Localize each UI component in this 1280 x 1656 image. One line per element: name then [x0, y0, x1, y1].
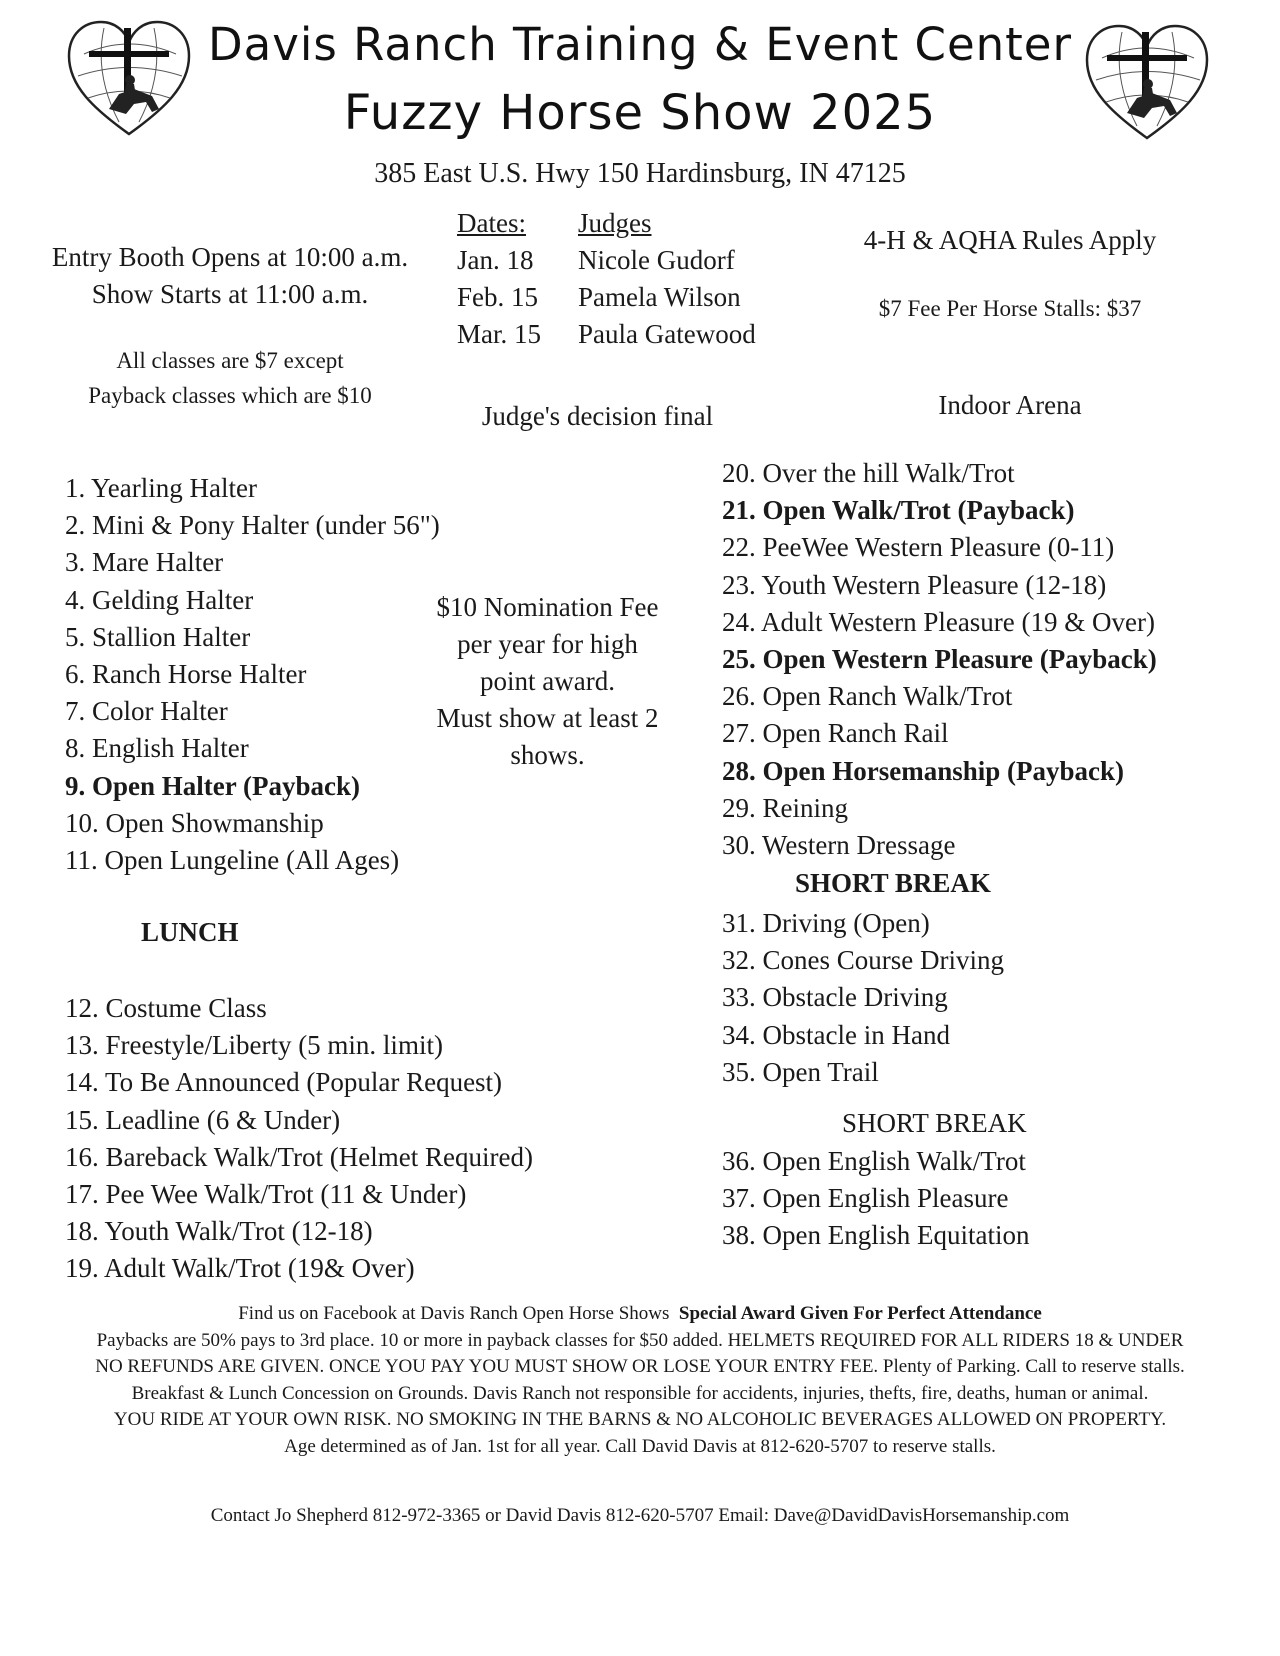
event-title: Davis Ranch Training & Event Center	[208, 18, 1072, 71]
show-start-time: Show Starts at 11:00 a.m.	[91, 279, 369, 309]
class-item: 20. Over the hill Walk/Trot	[722, 458, 1015, 488]
rules-apply: 4-H & AQHA Rules Apply	[863, 225, 1157, 255]
class-item: 16. Bareback Walk/Trot (Helmet Required)	[65, 1141, 533, 1172]
class-list-afternoon	[65, 990, 533, 1288]
class-item: 5. Stallion Halter	[65, 621, 251, 652]
nomination-line-5: shows.	[510, 740, 585, 770]
short-break-2: SHORT BREAK	[842, 1108, 1027, 1138]
show-title: Fuzzy Horse Show 2025	[343, 85, 937, 141]
class-list-english	[722, 1143, 1029, 1255]
date-2: Feb. 15	[457, 282, 538, 312]
class-item: 2. Mini & Pony Halter (under 56")	[65, 510, 440, 541]
class-item: 23. Youth Western Pleasure (12-18)	[722, 569, 1107, 600]
class-item: 14. To Be Announced (Popular Request)	[65, 1067, 503, 1098]
facebook-note: Find us on Facebook at Davis Ranch Open Horse Shows	[238, 1303, 670, 1324]
class-item: 9. Open Halter (Payback)	[65, 770, 360, 801]
class-item: 3. Mare Halter	[65, 547, 224, 578]
class-item: 31. Driving (Open)	[722, 908, 930, 938]
judge-decision: Judge's decision final	[481, 401, 714, 431]
class-item: 33. Obstacle Driving	[722, 982, 948, 1013]
lunch-break: LUNCH	[141, 917, 239, 947]
footer-line-1: Paybacks are 50% pays to 3rd place. 10 or more in payback classes for $50 added. HELMETS REQUIRED FOR ALL RIDERS 18 & UNDER	[96, 1329, 1184, 1351]
class-item: 4. Gelding Halter	[65, 584, 254, 615]
class-item: 37. Open English Pleasure	[722, 1183, 1009, 1214]
class-item: 13. Freestyle/Liberty (5 min. limit)	[65, 1030, 443, 1061]
class-item: 22. PeeWee Western Pleasure (0-11)	[722, 532, 1115, 563]
class-item: 32. Cones Course Driving	[722, 945, 1004, 976]
class-item: 19. Adult Walk/Trot (19& Over)	[65, 1253, 415, 1284]
class-item: 30. Western Dressage	[722, 830, 956, 861]
class-item: 10. Open Showmanship	[65, 807, 324, 838]
class-item: 6. Ranch Horse Halter	[65, 659, 307, 690]
footer-line-0	[0, 1301, 1280, 1328]
class-item: 38. Open English Equitation	[722, 1220, 1030, 1251]
class-item: 35. Open Trail	[722, 1056, 879, 1087]
judge-1: Nicole Gudorf	[578, 245, 735, 275]
class-item: 17. Pee Wee Walk/Trot (11 & Under)	[65, 1179, 467, 1210]
class-item: 15. Leadline (6 & Under)	[65, 1104, 341, 1135]
footer-line-2: NO REFUNDS ARE GIVEN. ONCE YOU PAY YOU MUST SHOW OR LOSE YOUR ENTRY FEE. Plenty of Parking. Call to reserve stalls.	[95, 1356, 1185, 1378]
class-item: 27. Open Ranch Rail	[722, 718, 949, 749]
short-break-1: SHORT BREAK	[795, 868, 991, 898]
class-item: 11. Open Lungeline (All Ages)	[65, 845, 400, 876]
class-item: 24. Adult Western Pleasure (19 & Over)	[722, 606, 1155, 637]
class-item: 25. Open Western Pleasure (Payback)	[722, 644, 1157, 675]
nomination-line-3: point award.	[480, 666, 615, 696]
footer-line-4: YOU RIDE AT YOUR OWN RISK. NO SMOKING IN THE BARNS & NO ALCOHOLIC BEVERAGES ALLOWED ON PROPERTY.	[113, 1409, 1167, 1431]
contact-info: Contact Jo Shepherd 812-972-3365 or David Davis 812-620-5707 Email: Dave@DavidDavisHorsemanship.com	[210, 1505, 1070, 1526]
class-item: 26. Open Ranch Walk/Trot	[722, 681, 1013, 712]
class-item: 7. Color Halter	[65, 696, 228, 727]
judge-3: Paula Gatewood	[578, 319, 756, 349]
class-fees-note	[20, 343, 440, 413]
nomination-line-1: $10 Nomination Fee	[436, 592, 659, 622]
fees-line-1: All classes are $7 except	[116, 348, 344, 373]
class-item: 36. Open English Walk/Trot	[722, 1146, 1026, 1176]
class-item: 18. Youth Walk/Trot (12-18)	[65, 1216, 373, 1247]
footer-line-5: Age determined as of Jan. 1st for all year. Call David Davis at 812-620-5707 to reserve stalls.	[284, 1435, 996, 1457]
class-list-halter	[65, 470, 440, 879]
times-block	[20, 239, 440, 313]
class-item: 29. Reining	[722, 792, 848, 823]
judge-2: Pamela Wilson	[578, 282, 741, 312]
judges-column	[578, 205, 808, 353]
special-award: Special Award Given For Perfect Attendance	[678, 1303, 1042, 1324]
class-item: 8. English Halter	[65, 733, 249, 764]
class-item: 34. Obstacle in Hand	[722, 1019, 950, 1050]
class-item: 12. Costume Class	[65, 993, 267, 1023]
class-list-western	[722, 455, 1157, 864]
judges-header: Judges	[578, 208, 652, 238]
class-item: 21. Open Walk/Trot (Payback)	[722, 495, 1075, 526]
date-3: Mar. 15	[457, 319, 541, 349]
class-list-driving	[722, 905, 1004, 1091]
nomination-line-4: Must show at least 2	[436, 703, 659, 733]
class-item: 28. Open Horsemanship (Payback)	[722, 755, 1125, 786]
footer-notes	[0, 1301, 1280, 1461]
dates-header: Dates:	[457, 208, 526, 238]
fees-stalls: $7 Fee Per Horse Stalls: $37	[878, 296, 1142, 321]
address: 385 East U.S. Hwy 150 Hardinsburg, IN 47125	[374, 158, 906, 189]
date-1: Jan. 18	[457, 245, 534, 275]
entry-booth-time: Entry Booth Opens at 10:00 a.m.	[51, 242, 409, 272]
fees-line-2: Payback classes which are $10	[88, 383, 372, 408]
nomination-note	[400, 589, 695, 774]
class-item: 1. Yearling Halter	[65, 473, 257, 503]
dates-column	[457, 205, 567, 353]
nomination-line-2: per year for high	[457, 629, 638, 659]
arena-type: Indoor Arena	[938, 390, 1082, 420]
footer-line-3: Breakfast & Lunch Concession on Grounds. Davis Ranch not responsible for accidents, injuries, thefts, fire, deaths, human or animal.	[131, 1382, 1149, 1404]
